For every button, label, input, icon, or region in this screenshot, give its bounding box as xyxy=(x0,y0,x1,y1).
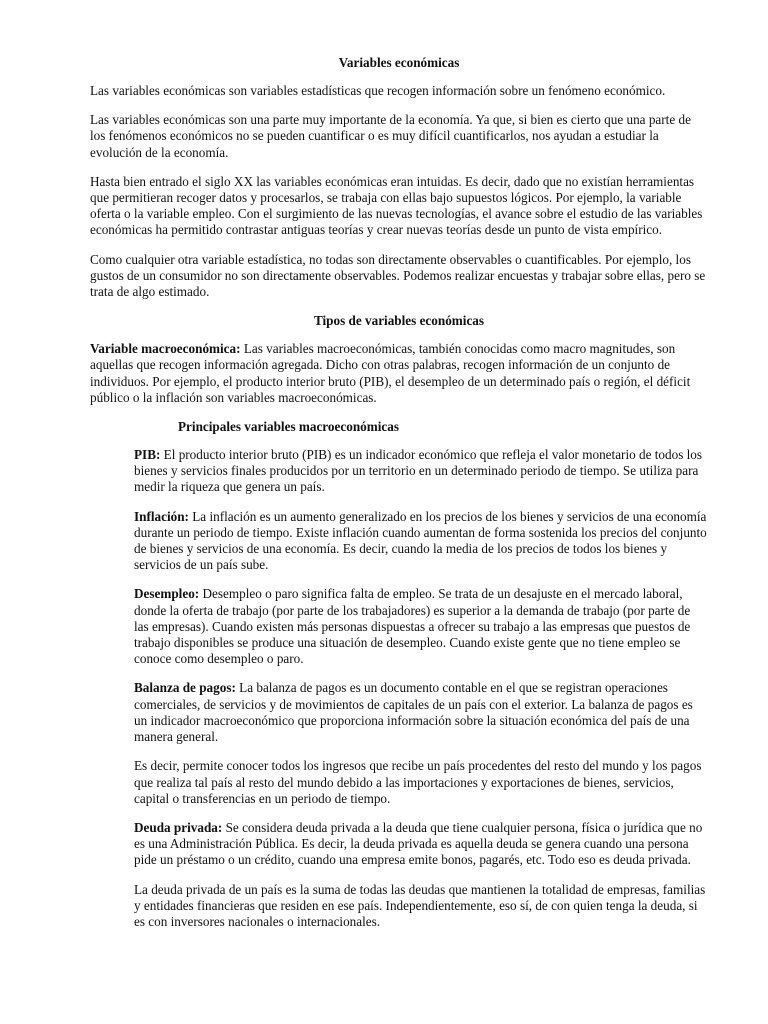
text-balanza: La balanza de pagos es un documento contable en el que se registran operaciones comerciales, de servicios y de movimientos de capitales de un país con el exterior. La balanza de pagos es un indicador macroeconómico que proporciona información sobre la situación económica del país de una manera general. xyxy=(134,680,693,745)
heading-tipos: Tipos de variables económicas xyxy=(313,313,485,329)
paragraph-deuda xyxy=(134,820,708,869)
paragraph-intro: Las variables económicas son variables estadísticas que recogen información sobre un fenómeno económico. xyxy=(90,83,666,98)
label-deuda: Deuda privada: xyxy=(134,819,223,835)
paragraph-desempleo xyxy=(134,586,708,667)
text-desempleo: Desempleo o paro significa falta de empleo. Se trata de un desajuste en el mercado laboral, donde la oferta de trabajo (por parte de los trabajadores) es superior a la demanda de trabajo (por parte de las empresas). Cuando existen más personas dispuestas a ofrecer su trabajo a las empresas que puestos de trabajo disponibles se produce una situación de desempleo. Cuando existe gente que no tiene empleo se conoce como desempleo o paro. xyxy=(134,586,691,667)
text-pib: El producto interior bruto (PIB) es un indicador económico que refleja el valor monetario de todos los bienes y servicios finales producidos por un territorio en un determinado periodo de tiempo. Se utiliza para medir la riqueza que genera un país. xyxy=(134,447,703,495)
label-balanza: Balanza de pagos: xyxy=(134,680,236,696)
label-macro: Variable macroeconómica: xyxy=(90,341,241,357)
paragraph-observability: Como cualquier otra variable estadística, no todas son directamente observables o cuantificables. Por ejemplo, los gustos de un consumidor no son directamente observables. Podemos realizar encuestas y trabajar sobre ellas, pero se trata de algo estimado. xyxy=(90,251,706,300)
text-macro: Las variables macroeconómicas, también conocidas como macro magnitudes, son aquellas que recogen información agregada. Dicho con otras palabras, recogen información de un conjunto de individuos. Por ejemplo, el producto interior bruto (PIB), el desempleo de un determinado país o región, el déficit público o la inflación son variables macroeconómicas. xyxy=(90,341,691,405)
paragraph-importance: Las variables económicas son una parte muy importante de la economía. Ya que, si bien es cierto que una parte de los fenómenos económicos no se pueden cuantificar o es muy difícil cuantificarlos, nos ayudan a estudiar la evolución de la economía. xyxy=(90,112,691,160)
document-title: Variables económicas xyxy=(338,55,460,70)
heading-principales: Principales variables macroeconómicas xyxy=(178,419,399,435)
label-pib: PIB: xyxy=(134,447,161,463)
paragraph-inflacion xyxy=(134,509,708,574)
text-inflacion: La inflación es un aumento generalizado en los precios de los bienes y servicios de una economía durante un periodo de tiempo. Existe inflación cuando aumentan de forma sostenida los precios del conjunto de bienes y servicios de una economía. Es decir, cuando la media de los precios de todos los bienes y servicios de un país sube. xyxy=(134,508,707,573)
label-desempleo: Desempleo: xyxy=(134,586,200,602)
text-deuda: Se considera deuda privada a la deuda que tiene cualquier persona, física o jurídica que no es una Administración Pública. Es decir, la deuda privada es aquella deuda se genera cuando una persona pide un préstamo o un crédito, cuando una empresa emite bonos, pagarés, etc. Todo eso es deuda privada. xyxy=(134,819,703,868)
paragraph-history: Hasta bien entrado el siglo XX las variables económicas eran intuidas. Es decir, dado que no existían herramientas que permitieran recoger datos y procesarlos, se trabaja con ellas bajo supuestos lógicos. Por ejemplo, la variable oferta o la variable empleo. Con el surgimiento de las nuevas tecnologías, el avance sobre el estudio de las variables económicas ha permitido contrastar antiguas teorías y crear nuevas teorías desde un punto de vista empírico. xyxy=(90,173,703,238)
paragraph-deuda-2: La deuda privada de un país es la suma de todas las deudas que mantienen la totalidad de empresas, familias y entidades financieras que residen en ese país. Independientemente, eso sí, de con quien tenga la deuda, si es con inversores nacionales o internacionales. xyxy=(134,881,706,929)
paragraph-balanza xyxy=(134,680,708,745)
paragraph-macro xyxy=(90,341,708,406)
label-inflacion: Inflación: xyxy=(134,508,189,524)
paragraph-pib xyxy=(134,447,708,496)
paragraph-balanza-2: Es decir, permite conocer todos los ingresos que recibe un país procedentes del resto del mundo y los pagos que realiza tal país al resto del mundo debido a las importaciones y exportaciones de bienes, servicios, capital o transferencias en un periodo de tiempo. xyxy=(134,758,702,806)
